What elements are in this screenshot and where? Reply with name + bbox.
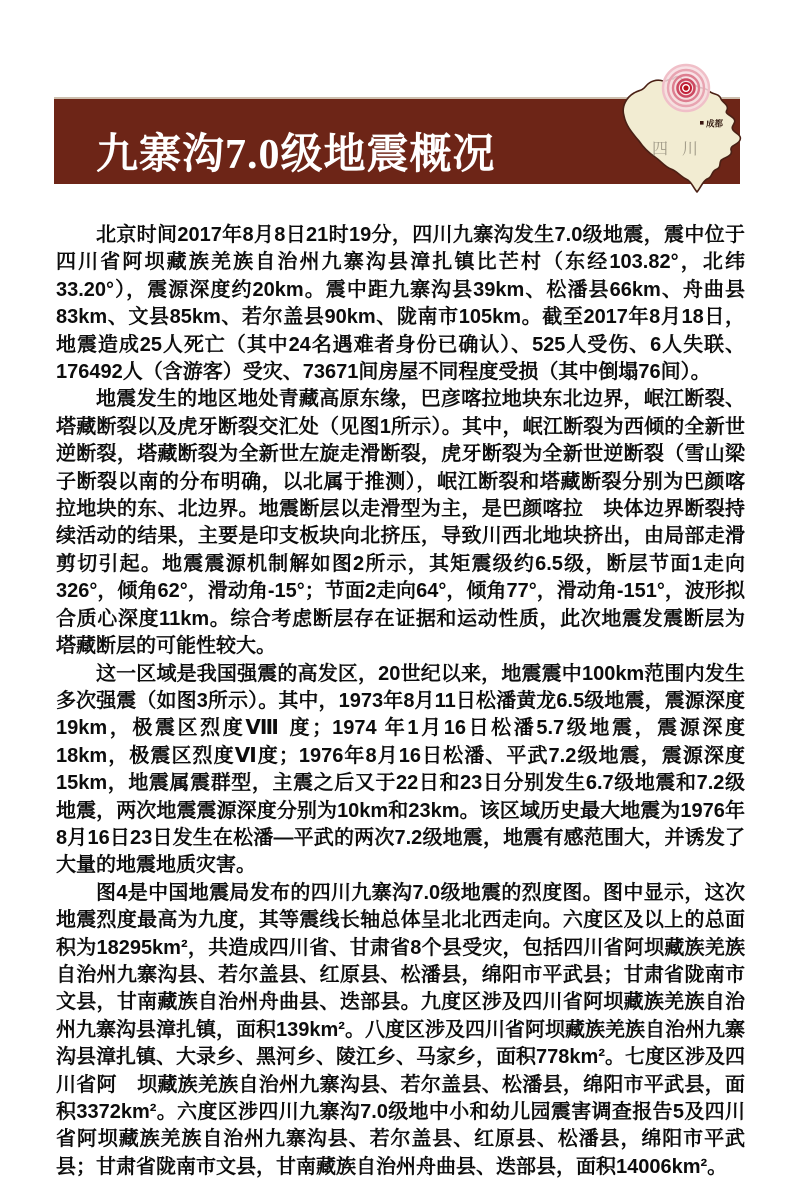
sichuan-map <box>616 52 752 200</box>
paragraph-4: 图4是中国地震局发布的四川九寨沟7.0级地震的烈度图。图中显示，这次地震烈度最高为九度，其等震线长轴总体呈北北西走向。六度区及以上的总面积为18295km²，共造成四川省、甘肃省8个县受灾，包括四川省阿坝藏族羌族自治州九寨沟县、若尔盖县、红原县、松潘县，绵阳市平武县；甘肃省陇南市文县，甘南藏族自治州舟曲县、迭部县。九度区涉及四川省阿坝藏族羌族自治州九寨沟县漳扎镇，面积139km²。八度区涉及四川省阿坝藏族羌族自治州九寨沟县漳扎镇、大录乡、黑河乡、陵江乡、马家乡，面积778km²。七度区涉及四川省阿 坝藏族羌族自治州九寨沟县、若尔盖县、松潘县，绵阳市平武县，面积3372km²。六度区涉四川九寨沟7.0级地中小和幼儿园震害调查报告5及四川省阿坝藏族羌族自治州九寨沟县、若尔盖县、红原县、松潘县，绵阳市平武县；甘肃省陇南市文县，甘南藏族自治州舟曲县、迭部县，面积14006km²。 <box>56 881 745 1178</box>
chengdu-marker-icon <box>700 121 704 125</box>
paragraph-3: 这一区域是我国强震的高发区，20世纪以来，地震震中100km范围内发生多次强震（如图3所示）。其中，1973年8月11日松潘黄龙6.5级地震，震源深度19km，极震区烈度Ⅷ 度；1974 年1月16日松潘5.7级地震，震源深度18km，极震区烈度Ⅵ度；1976年8月16日松潘、平武7.2级地震，震源深度15km，地震属震群型，主震之后又于22日和23日分别发生6.7级地震和7.2级地震，两次地震震源深度分别为10km和23km。该区域历史最大地震为1976年8月16日23日发生在松潘—平武的两次7.2级地震，地震有感范围大，并诱发了大量的地震地质灾害。 <box>56 662 745 877</box>
province-label: 四川 <box>652 141 713 158</box>
paragraph-2: 地震发生的地区地处青藏高原东缘，巴彦喀拉地块东北边界，岷江断裂、塔藏断裂以及虎牙断裂交汇处（见图1所示）。其中，岷江断裂为西倾的全新世逆断裂，塔藏断裂为全新世左旋走滑断裂，虎牙断裂为全新世逆断裂（雪山梁子断裂以南的分布明确，以北属于推测），岷江断裂和塔藏断裂分别为巴颜喀拉地块的东、北边界。地震断层以走滑型为主，是巴颜喀拉 块体边界断裂持续活动的结果，主要是印支板块向北挤压，导致川西北地块挤出，由局部走滑剪切引起。地震震源机制解如图2所示，其矩震级约6.5级，断层节面1走向326°，倾角62°，滑动角-15°；节面2走向64°，倾角77°，滑动角-151°，波形拟合质心深度11km。综合考虑断层存在证据和运动性质，此次地震发震断层为塔藏断层的可能性较大。 <box>56 388 745 658</box>
page-title: 九寨沟7.0级地震概况 <box>96 132 496 178</box>
epicenter-icon <box>662 64 710 112</box>
sichuan-map-graphic <box>616 52 752 200</box>
paragraph-1: 北京时间2017年8月8日21时19分，四川九寨沟发生7.0级地震，震中位于四川省阿坝藏族羌族自治州九寨沟县漳扎镇比芒村（东经103.82°，北纬33.20°），震源深度约20km。震中距九寨沟县39km、松潘县66km、舟曲县83km、文县85km、若尔盖县90km、陇南市105km。截至2017年8月18日，地震造成25人死亡（其中24名遇难者身份已确认）、525人受伤、6人失联、176492人（含游客）受灾、73671间房屋不同程度受损（其中倒塌76间）。 <box>56 224 745 384</box>
chengdu-label: 成都 <box>706 118 724 129</box>
article-body <box>56 222 745 1181</box>
